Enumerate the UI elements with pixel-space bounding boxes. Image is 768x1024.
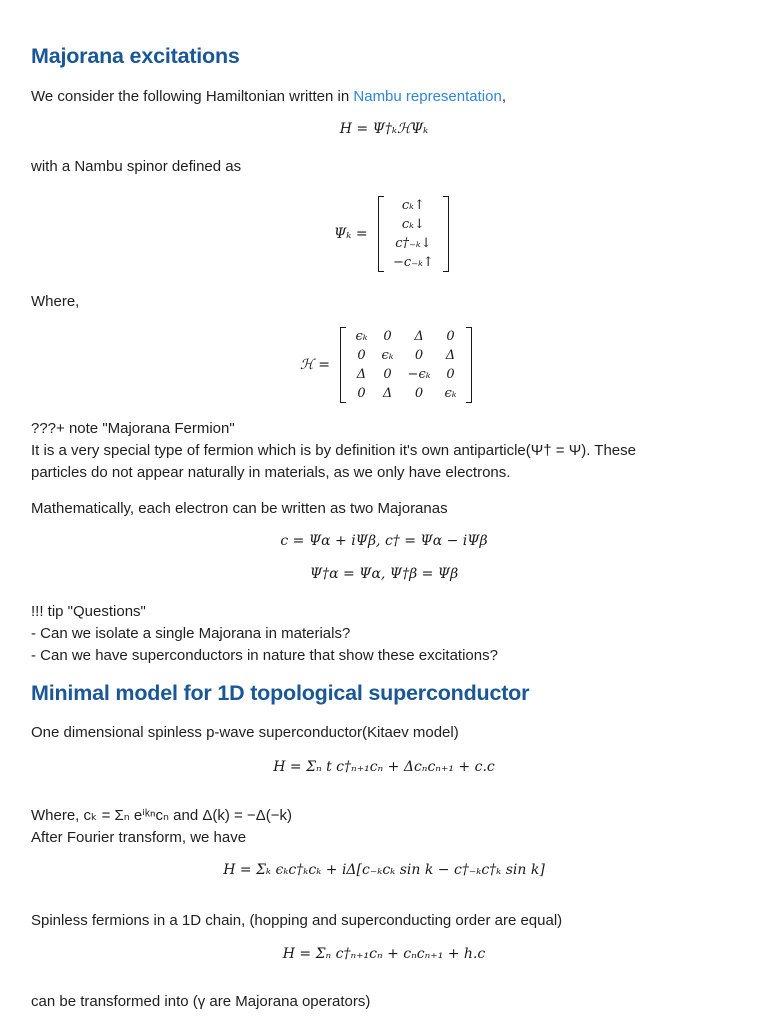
spinor-lhs: Ψₖ =: [334, 226, 368, 242]
equation-momentum-hamiltonian-text: H = Σₖ ϵₖc†ₖcₖ + iΔ[c₋ₖcₖ sin k − c†₋ₖc†ₖ sin k]: [223, 862, 545, 878]
equation-electron-decomposition-text: c = Ψα + iΨβ, c† = Ψα − iΨβ: [280, 533, 488, 549]
paragraph-fourier-line-2: After Fourier transform, we have: [31, 829, 247, 846]
ham-cell: ϵₖ: [381, 348, 394, 363]
equation-chain-hamiltonian: [0, 946, 768, 962]
ham-bracket-right: [466, 327, 472, 403]
ham-cell: 0: [383, 329, 392, 344]
equation-hamiltonian-text: H = Ψ†ₖℋΨₖ: [339, 121, 429, 137]
ham-cell: 0: [414, 348, 424, 363]
equation-momentum-hamiltonian: [0, 862, 768, 878]
equation-hamiltonian-matrix: [300, 324, 472, 406]
paragraph-spinor: with a Nambu spinor defined as: [31, 158, 242, 175]
heading-minimal-model: Minimal model for 1D topological superconductor: [31, 681, 530, 705]
equation-electron-decomposition: [0, 533, 768, 549]
paragraph-majorana-operators: can be transformed into (γ are Majorana operators): [31, 993, 371, 1010]
ham-cell: 0: [357, 386, 366, 401]
ham-cell: Δ: [356, 367, 367, 382]
paragraph-intro: [31, 86, 506, 108]
ham-cell: ϵₖ: [355, 329, 368, 344]
equation-kitaev-hamiltonian: [0, 759, 768, 775]
note-body-line-1: It is a very special type of fermion which is by definition it's own antiparticle(Ψ† = Ψ). These: [31, 442, 636, 459]
spinor-entry: c†₋ₖ↓: [395, 236, 432, 251]
spinor-entry: cₖ↑: [401, 198, 425, 213]
ham-cell: Δ: [382, 386, 393, 401]
tip-question-1: - Can we isolate a single Majorana in materials?: [31, 625, 351, 642]
tip-question-2: - Can we have superconductors in nature that show these excitations?: [31, 647, 498, 664]
spinor-bracket-right: [443, 196, 449, 272]
ham-cell: 0: [383, 367, 392, 382]
ham-cell: Δ: [414, 329, 424, 344]
spinor-entry: cₖ↓: [401, 217, 425, 232]
ham-cell: 0: [446, 367, 455, 382]
ham-matrix: [340, 327, 471, 403]
equation-hamiltonian: [0, 121, 768, 137]
paragraph-majoranas: Mathematically, each electron can be written as two Majoranas: [31, 500, 448, 517]
intro-text: We consider the following Hamiltonian written in: [31, 88, 354, 105]
intro-comma: ,: [501, 88, 506, 105]
paragraph-spinless-chain: Spinless fermions in a 1D chain, (hopping and superconducting order are equal): [31, 912, 563, 929]
equation-majorana-condition-text: Ψ†α = Ψα, Ψ†β = Ψβ: [309, 566, 459, 582]
nambu-representation-link[interactable]: Nambu representation: [353, 88, 502, 105]
paragraph-kitaev: One dimensional spinless p-wave superconductor(Kitaev model): [31, 724, 459, 741]
equation-kitaev-hamiltonian-text: H = Σₙ t c†ₙ₊₁cₙ + Δcₙcₙ₊₁ + c.c: [273, 759, 495, 775]
ham-cell: 0: [446, 329, 455, 344]
ham-cell: ϵₖ: [444, 386, 457, 401]
equation-chain-hamiltonian-text: H = Σₙ c†ₙ₊₁cₙ + cₙcₙ₊₁ + h.c: [282, 946, 486, 962]
spinor-bracket-left: [378, 196, 384, 272]
paragraph-fourier-line-1: Where, cₖ = Σₙ eⁱᵏⁿcₙ and Δ(k) = −Δ(−k): [31, 807, 292, 824]
paragraph-where: Where,: [31, 293, 80, 310]
equation-nambu-spinor: [334, 190, 449, 278]
equation-majorana-condition: [0, 566, 768, 582]
ham-bracket-left: [340, 327, 346, 403]
spinor-matrix: [378, 196, 449, 272]
tip-header: !!! tip "Questions": [31, 603, 146, 620]
ham-lhs: ℋ =: [300, 357, 331, 373]
ham-cell: Δ: [445, 348, 456, 363]
spinor-entry: −c₋ₖ↑: [393, 255, 434, 270]
note-header: ???+ note "Majorana Fermion": [31, 420, 235, 437]
ham-cell: 0: [357, 348, 366, 363]
note-body-line-2: particles do not appear naturally in materials, as we only have electrons.: [31, 464, 511, 481]
ham-cell: −ϵₖ: [407, 367, 431, 382]
ham-cell: 0: [414, 386, 424, 401]
heading-majorana-excitations: Majorana excitations: [31, 44, 240, 68]
